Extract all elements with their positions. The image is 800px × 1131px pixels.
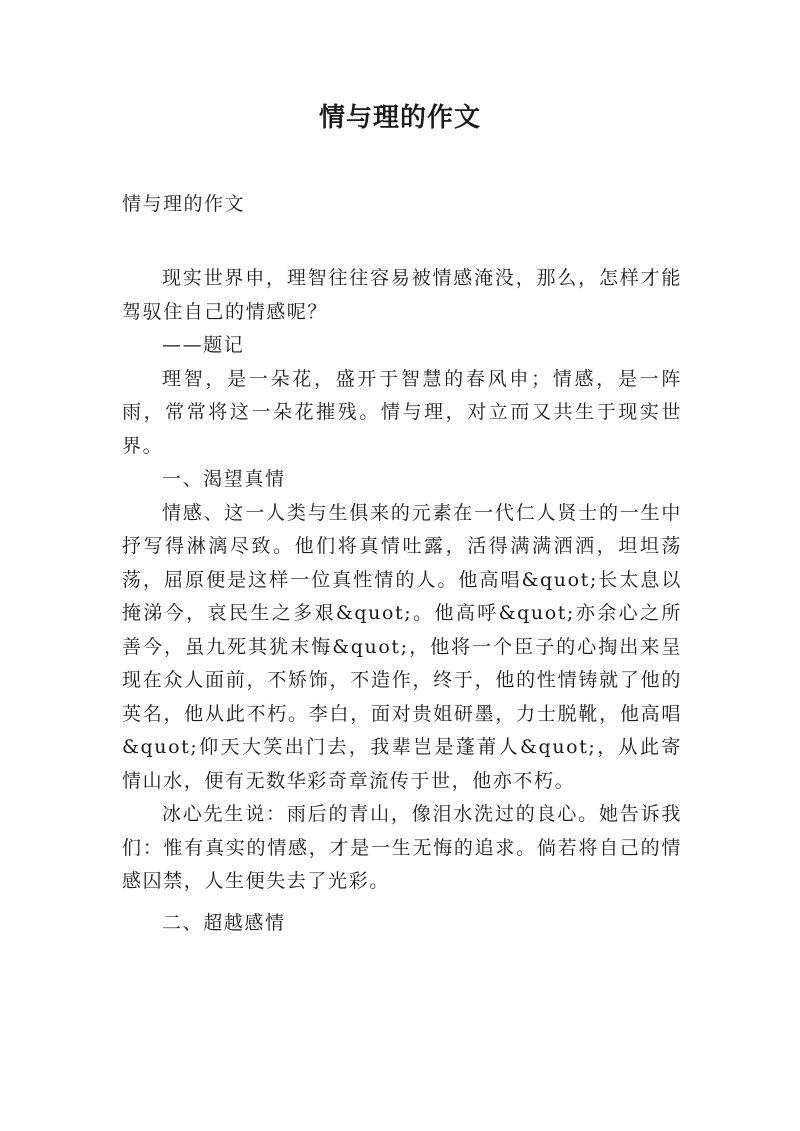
paragraph-body-1: 情感、这一人类与生俱来的元素在一代仁人贤士的一生中抒写得淋漓尽致。他们将真情吐露，活得满满洒洒，坦坦荡荡，屈原便是这样一位真性情的人。他高唱&quot;长太息以掩涕今，哀民生之多艰&quot;。他高呼&quot;亦余心之所善今，虽九死其犹末悔&quot;，他将一个臣子的心掏出来呈现在众人面前，不矫饰，不造作，终于，他的性情铸就了他的英名，他从此不朽。李白，面对贵姐研墨，力士脱靴，他高唱&quot;仰天大笑出门去，我辈岂是蓬莆人&quot;，从此寄情山水，便有无数华彩奇章流传于世，他亦不朽。 [122,501,682,792]
epigraph-attribution: ——题记 [162,334,245,356]
document-subtitle: 情与理的作文 [122,193,246,215]
section-heading-1: 一、渴望真情 [162,468,286,490]
document-body [122,262,682,940]
document-title: 情与理的作文 [318,103,481,133]
section-heading-2: 二、超越感情 [162,911,286,934]
paragraph-intro: 现实世界申，理智往往容易被情感淹没，那么，怎样才能驾驭住自己的情感呢？ [122,267,682,323]
paragraph-thesis: 理智，是一朵花，盛开于智慧的春风申；情感，是一阵雨，常常将这一朵花摧残。情与理，对立而又共生于现实世界。 [122,367,682,457]
paragraph-body-2: 冰心先生说：雨后的青山，像泪水洗过的良心。她告诉我们：惟有真实的情感，才是一生无悔的追求。倘若将自己的情感囚禁，人生便失去了光彩。 [122,803,682,892]
